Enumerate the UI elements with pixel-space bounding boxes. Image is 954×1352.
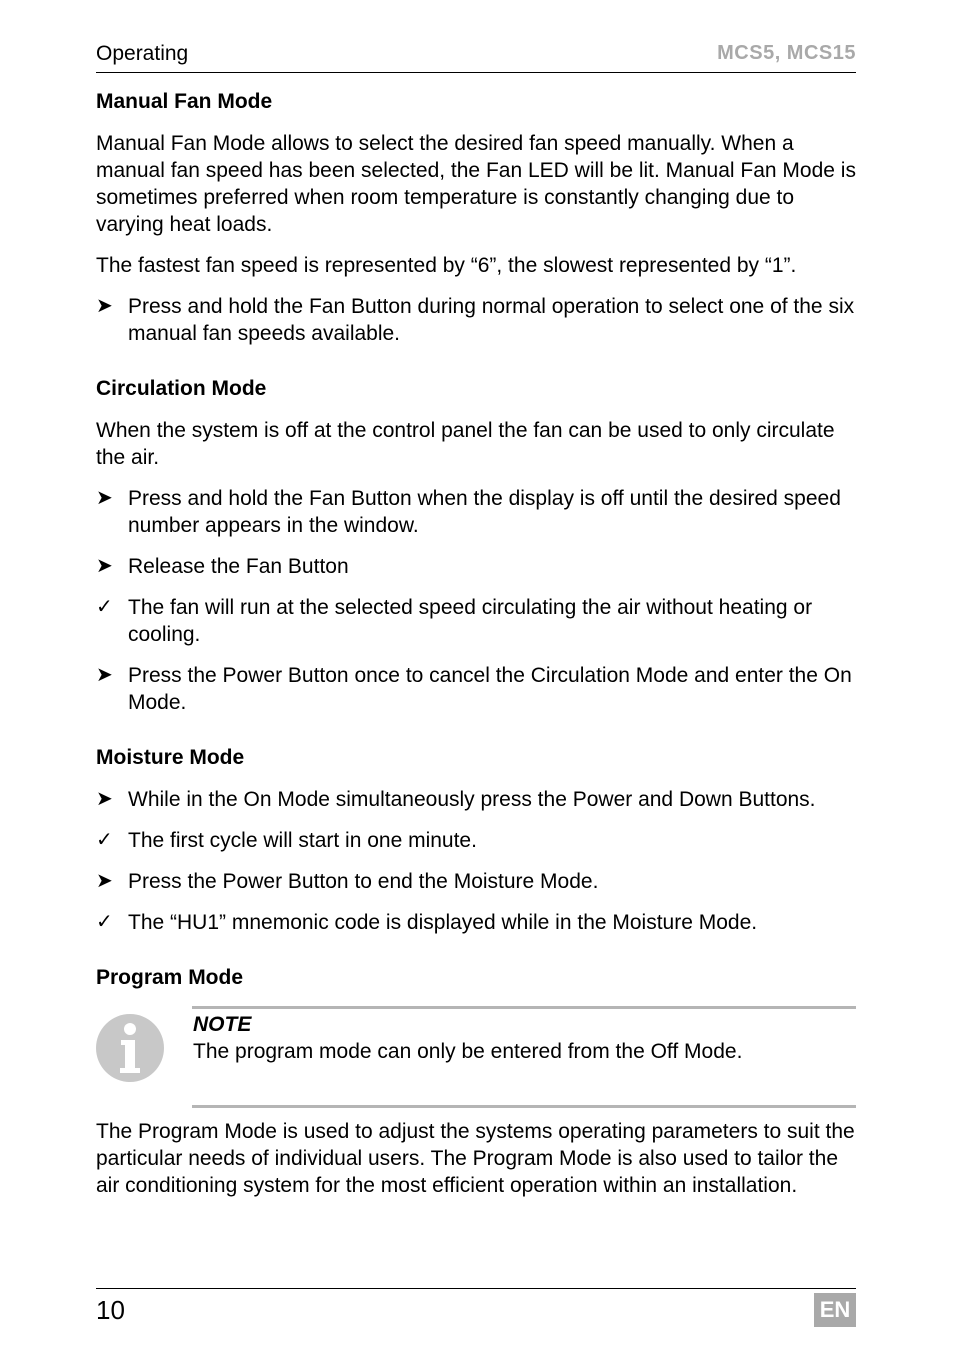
result-item [96, 594, 856, 648]
info-icon [96, 1014, 164, 1082]
heading-circulation-mode: Circulation Mode [96, 377, 267, 400]
note-title: NOTE [193, 1013, 252, 1036]
check-icon: ✓ [96, 911, 113, 933]
note-box [96, 1006, 856, 1104]
result-text: The first cycle will start in one minute. [128, 829, 477, 852]
paragraph: When the system is off at the control panel the fan can be used to only circulate the air. [96, 419, 835, 469]
result-text: The “HU1” mnemonic code is displayed while in the Moisture Mode. [128, 911, 758, 934]
language-badge: EN [814, 1293, 856, 1327]
heading-manual-fan-mode: Manual Fan Mode [96, 90, 273, 113]
paragraph: The Program Mode is used to adjust the systems operating parameters to suit the particular needs of individual users. The Program Mode is also used to tailor the air conditioning system for the most efficient operation within an installation. [96, 1120, 855, 1197]
result-text: The fan will run at the selected speed circulating the air without heating or cooling. [128, 596, 813, 646]
result-item [96, 909, 856, 936]
check-icon: ✓ [96, 829, 113, 851]
manual-page [96, 0, 856, 1352]
page-content [96, 88, 856, 1213]
arrow-icon: ➤ [96, 788, 113, 810]
step-text: Press and hold the Fan Button when the display is off until the desired speed number appears in the window. [128, 487, 841, 537]
action-step [96, 553, 856, 580]
note-text: The program mode can only be entered from the Off Mode. [193, 1040, 743, 1063]
action-step [96, 662, 856, 716]
step-text: While in the On Mode simultaneously press the Power and Down Buttons. [128, 788, 816, 811]
arrow-icon: ➤ [96, 487, 113, 509]
action-step [96, 485, 856, 539]
arrow-icon: ➤ [96, 295, 113, 317]
heading-program-mode: Program Mode [96, 966, 244, 989]
page-header [96, 40, 856, 73]
note-content [192, 1006, 856, 1108]
step-text: Press and hold the Fan Button during normal operation to select one of the six manual fan speeds available. [128, 295, 855, 345]
step-text: Press the Power Button once to cancel the Circulation Mode and enter the On Mode. [128, 664, 852, 714]
page-number: 10 [96, 1295, 125, 1325]
arrow-icon: ➤ [96, 664, 113, 686]
check-icon: ✓ [96, 596, 113, 618]
action-step [96, 868, 856, 895]
result-item [96, 827, 856, 854]
paragraph: Manual Fan Mode allows to select the desired fan speed manually. When a manual fan speed has been selected, the Fan LED will be lit. Manual Fan Mode is sometimes preferred when room temperature is constantly changing due to varying heat loads. [96, 132, 856, 236]
step-text: Release the Fan Button [128, 555, 349, 578]
header-model: MCS5, MCS15 [717, 42, 856, 64]
paragraph: The fastest fan speed is represented by “6”, the slowest represented by “1”. [96, 254, 797, 277]
action-step [96, 786, 856, 813]
page-footer [96, 1288, 856, 1337]
heading-moisture-mode: Moisture Mode [96, 746, 245, 769]
action-step [96, 293, 856, 347]
header-section-title: Operating [96, 42, 189, 65]
arrow-icon: ➤ [96, 555, 113, 577]
arrow-icon: ➤ [96, 870, 113, 892]
step-text: Press the Power Button to end the Moisture Mode. [128, 870, 599, 893]
